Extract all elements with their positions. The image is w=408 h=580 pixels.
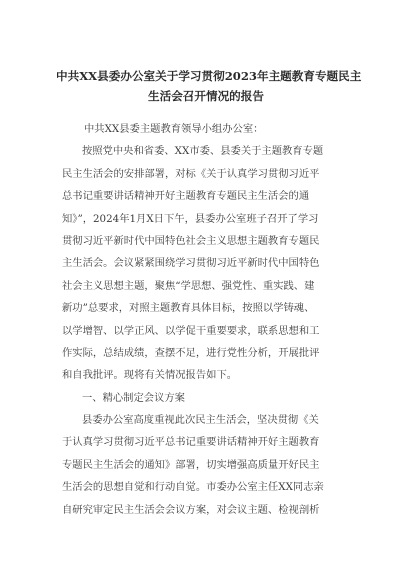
paragraph-line: 专题民主生活会的通知》部署，切实增强高质量开好民主 — [62, 458, 320, 471]
paragraph-line: 县委办公室高度重视此次民主生活会，坚决贯彻《关 — [82, 414, 319, 427]
paragraph-line: 新功”总要求，对照主题教育具体目标，按照以学铸魂、 — [62, 302, 315, 315]
paragraph-line: 主生活会。会议紧紧围绕学习贯彻习近平新时代中国特色 — [62, 257, 320, 270]
title-line: 中共XX县委办公室关于学习贯彻2023年主题教育专题民主 — [56, 69, 362, 83]
paragraph-line: 民主生活会的安排部署，对标《关于认真学习贯彻习近平 — [62, 167, 320, 180]
title-line: 生活会召开情况的报告 — [148, 89, 264, 103]
paragraph-line: 生活会的思想自觉和行动自觉。市委办公室主任XX同志亲 — [62, 481, 324, 494]
paragraph-line: 自研究审定民主生活会会议方案，对会议主题、检视剖析 — [62, 503, 320, 516]
paragraph-line: 于认真学习贯彻习近平总书记重要讲话精神开好主题教育 — [62, 436, 320, 449]
document-body — [62, 118, 352, 521]
paragraph-line: 作实际，总结成绩，查摆不足，进行党性分析，开展批评 — [62, 346, 320, 359]
paragraph-line: 和自我批评。现将有关情况报告如下。 — [62, 369, 238, 382]
document-title — [56, 66, 362, 106]
paragraph-line: 按照党中央和省委、XX市委、县委关于主题教育专题 — [82, 145, 324, 158]
paragraph-line: 贯彻习近平新时代中国特色社会主义思想主题教育专题民 — [62, 234, 320, 247]
salutation: 中共XX县委主题教育领导小组办公室： — [84, 123, 264, 135]
paragraph-line: 以学增智、以学正风、以学促干重要要求，联系思想和工 — [62, 324, 320, 337]
paragraph-line: 知》”，2024年1月X日下午，县委办公室班子召开了学习 — [62, 212, 319, 225]
paragraph-line: 社会主义思想主题，聚焦“学思想、强党性、重实践、建 — [62, 279, 315, 292]
section-heading: 一、精心制定会议方案 — [82, 391, 185, 404]
paragraph-line: 总书记重要讲话精神开好主题教育专题民主生活会的通 — [62, 190, 310, 203]
